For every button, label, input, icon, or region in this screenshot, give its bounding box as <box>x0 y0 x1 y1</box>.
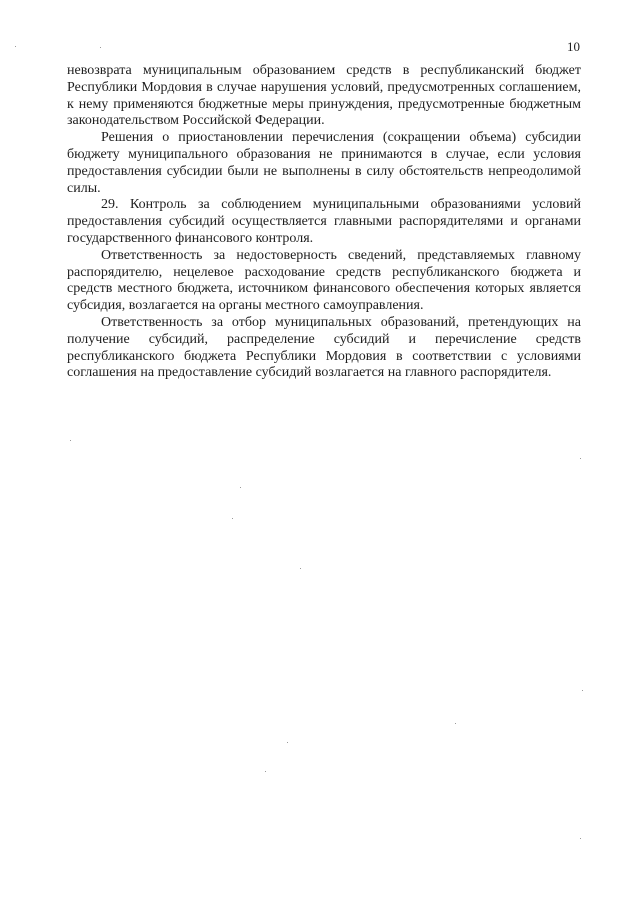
paragraph-suspension-decisions: Решения о приостановлении перечисления (сокращении объема) субсидии бюджету муниципального образования не принимаются в случае, если условия предоставления субсидии были не выполнены в силу обстоятельств непреодолимой силы. <box>67 130 581 196</box>
scan-speck <box>232 518 233 519</box>
paragraph-responsibility-local: Ответственность за недостоверность сведений, представляемых главному распорядителю, нецелевое расходование средств республиканского бюджета и средств местного бюджета, источником финансового обеспечения которых является субсидия, возлагается на органы местного самоуправления. <box>67 247 581 314</box>
document-body <box>67 63 581 382</box>
paragraph-29-control: 29. Контроль за соблюдением муниципальными образованиями условий предоставления субсидий осуществляется главными распорядителями и органами государственного финансового контроля. <box>67 197 581 246</box>
scan-speck <box>240 487 241 488</box>
scan-speck <box>70 440 71 441</box>
scan-speck <box>100 47 101 48</box>
scan-speck <box>455 723 456 724</box>
scan-speck <box>580 458 581 459</box>
scan-speck <box>582 690 583 691</box>
scan-speck <box>580 838 581 839</box>
scan-speck <box>265 771 266 772</box>
paragraph-continuation: невозврата муниципальным образованием средств в республиканский бюджет Республики Мордовия в случае нарушения условий, предусмотренных соглашением, к нему применяются бюджетные меры принуждения, предусмотренные бюджетным законодательством Российской Федерации. <box>67 63 581 129</box>
scan-speck <box>300 568 301 569</box>
page-number: 10 <box>567 39 580 54</box>
scan-speck <box>287 742 288 743</box>
scan-speck <box>15 46 16 47</box>
paragraph-responsibility-selection: Ответственность за отбор муниципальных образований, претендующих на получение субсидий, распределение субсидий и перечисление средств республиканского бюджета Республики Мордовия в соответствии с условиями соглашения на предоставление субсидий возлагается на главного распорядителя. <box>67 314 581 381</box>
